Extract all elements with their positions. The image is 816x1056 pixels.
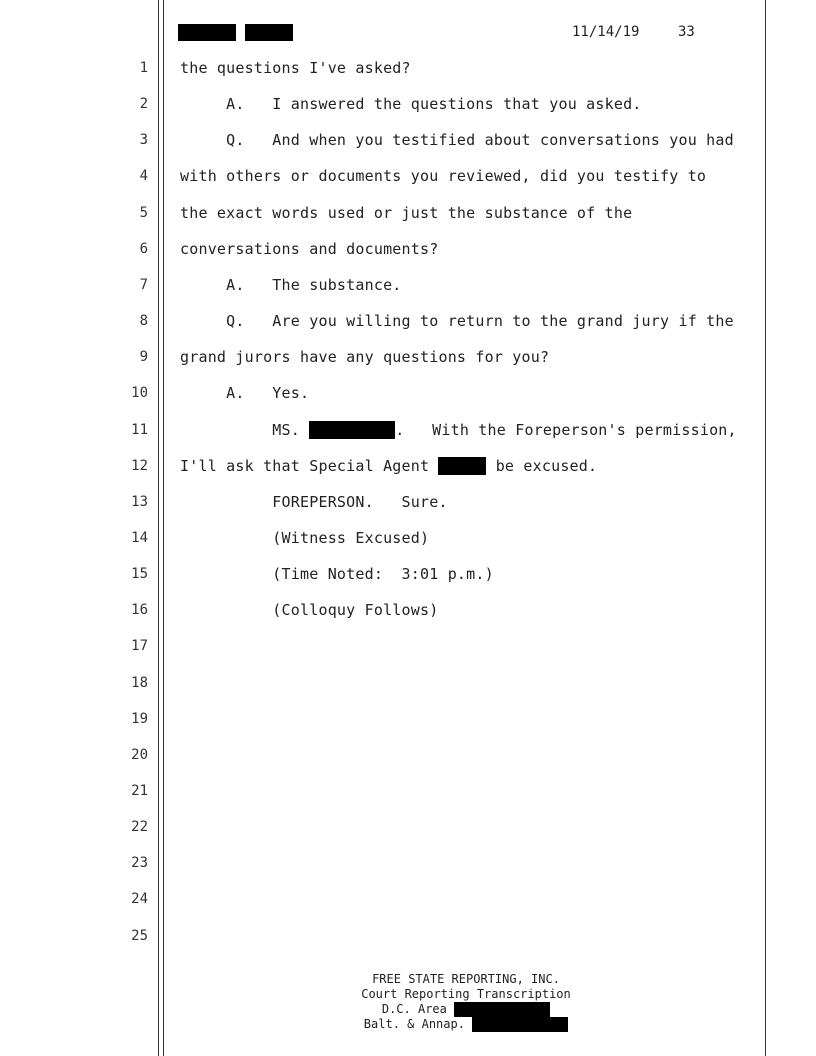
line-number: 11 <box>131 422 148 438</box>
footer-balt-line <box>316 1017 616 1032</box>
line-number: 10 <box>131 385 148 401</box>
footer-dc-line <box>316 1002 616 1017</box>
transcript-line: Q. Are you willing to return to the grand jury if the <box>180 312 734 330</box>
transcript-line: A. Yes. <box>180 384 310 402</box>
margin-rule-right <box>765 0 766 1056</box>
line-number: 5 <box>139 205 148 221</box>
transcript-line: (Time Noted: 3:01 p.m.) <box>180 565 494 583</box>
line-number: 6 <box>139 241 148 257</box>
transcript-line: FOREPERSON. Sure. <box>180 493 448 511</box>
line-number: 25 <box>131 928 148 944</box>
transcript-line: A. The substance. <box>180 276 402 294</box>
line-number: 23 <box>131 855 148 871</box>
line-number: 2 <box>139 96 148 112</box>
footer-company: FREE STATE REPORTING, INC. <box>372 972 560 986</box>
line-number: 3 <box>139 132 148 148</box>
header-page-number: 33 <box>678 24 695 40</box>
line-number: 12 <box>131 458 148 474</box>
footer-dc-redaction <box>454 1002 550 1017</box>
line-number: 21 <box>131 783 148 799</box>
transcript-line: A. I answered the questions that you asked. <box>180 95 642 113</box>
name-redaction <box>438 457 486 475</box>
footer-balt-redaction <box>472 1017 568 1032</box>
header-redaction-2 <box>245 24 293 41</box>
transcript-text-after-redaction: . With the Foreperson's permission, <box>395 421 737 439</box>
transcript-line <box>180 457 597 475</box>
header-redaction-1 <box>178 24 236 41</box>
line-number: 17 <box>131 638 148 654</box>
transcript-line: Q. And when you testified about conversations you had <box>180 131 734 149</box>
line-number: 4 <box>139 168 148 184</box>
line-number: 24 <box>131 891 148 907</box>
margin-rule-left-outer <box>158 0 159 1056</box>
line-number: 15 <box>131 566 148 582</box>
line-number: 7 <box>139 277 148 293</box>
name-redaction <box>309 421 395 439</box>
footer-dc-label: D.C. Area <box>381 1002 447 1016</box>
line-number: 22 <box>131 819 148 835</box>
transcript-line: (Colloquy Follows) <box>180 601 439 619</box>
header-date: 11/14/19 <box>572 24 640 40</box>
line-number: 13 <box>131 494 148 510</box>
line-number: 1 <box>139 60 148 76</box>
line-number: 16 <box>131 602 148 618</box>
transcript-text-before-redaction: MS. <box>180 421 310 439</box>
transcript-line: the exact words used or just the substance of the <box>180 204 633 222</box>
footer <box>316 972 616 1032</box>
transcript-line: grand jurors have any questions for you? <box>180 348 550 366</box>
transcript-line: conversations and documents? <box>180 240 439 258</box>
line-number: 20 <box>131 747 148 763</box>
transcript-line <box>180 421 737 439</box>
line-number: 8 <box>139 313 148 329</box>
transcript-line: (Witness Excused) <box>180 529 430 547</box>
footer-balt-label: Balt. & Annap. <box>363 1017 465 1031</box>
transcript-line: with others or documents you reviewed, did you testify to <box>180 167 707 185</box>
transcript-line: the questions I've asked? <box>180 59 411 77</box>
line-number: 14 <box>131 530 148 546</box>
line-number: 19 <box>131 711 148 727</box>
transcript-text-before-redaction: I'll ask that Special Agent <box>180 457 439 475</box>
footer-service: Court Reporting Transcription <box>361 987 571 1001</box>
line-number: 9 <box>139 349 148 365</box>
line-number: 18 <box>131 675 148 691</box>
transcript-text-after-redaction: be excused. <box>486 457 598 475</box>
margin-rule-left-inner <box>163 0 164 1056</box>
